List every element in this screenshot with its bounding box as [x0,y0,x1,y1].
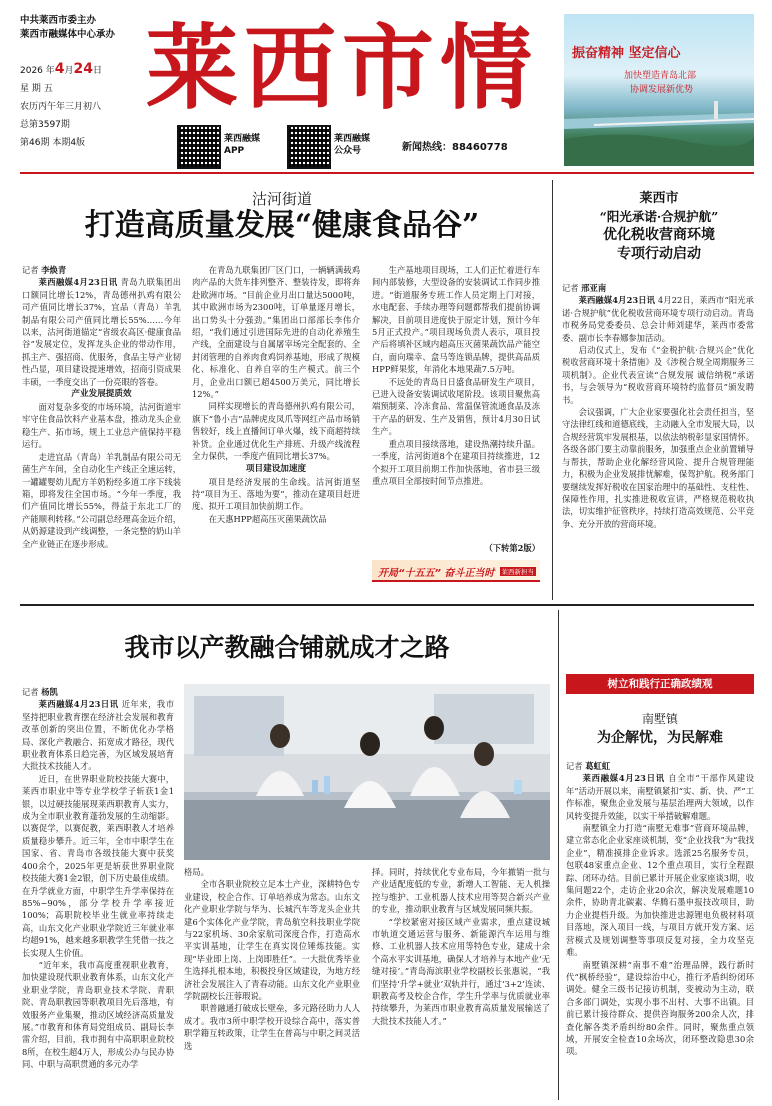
banner-line-1: 加快塑造青岛北部 [624,71,697,81]
second-para: 近日，在世界职业院校技能大赛中，莱西市职业中等专业学校学子斩获1金1银，以过硬技能展现莱西职教育人实力，成为全市职业教育蓬勃发展的生动缩影。以赛促学，以赛促教，莱西职教人才培养质量稳步攀升。近三年，全市中职学生在国家、省、青岛市各级技能大赛中获奖400余个，2025年更是斩获世界职业院校技能大赛1金2银，创下历史最佳成绩。在升学就业方面，中职学生升学率保持在85%~90%，部分学校升学率接近100%；高职院校毕业生就业率持续走高，山东文化产业职业学院近三年就业率均超91%，越来越多职教学生凭借一技之长实现人生价值。 [22,773,174,958]
second-column-2 [184,866,360,1098]
side1-headline: 莱西市 “阳光承诺·合规护航” 优化税收营商环境 专项行动启动 [599,191,719,262]
qr-app-label: 莱西融媒 APP [224,134,261,156]
qr-code-icon [287,125,331,169]
photo-icon [564,99,754,166]
lead-continued: （下转第2版） [484,543,540,553]
issue-info: 第46期 本期4版 [20,138,86,148]
lead-para: 同样实现增长的青岛德州扒鸡有限公司，旗下“鲁小吉”品牌虎皮凤爪等网红产品市场销售较好，线上直播间订单火爆，线下商超持续补货。企业通过优化生产排班、升级产线流程全力保供，一季度产值同比增长37%。 [192,401,360,462]
second-para: 莱西融媒4月23日讯 近年来，我市坚持把职业教育摆在经济社会发展和教育改革创新的突出位置，不断优化办学格局、深化产教融合、拓宽成才路径，现代职业教育体系日趋完善，为区域发展培育大批技术技能人才。 [22,699,174,772]
org-line-1: 中共莱西市委主办 [20,15,97,26]
lead-subhead: 项目建设加速度 [245,463,307,474]
second-column-3 [372,866,550,1098]
second-column-1 [22,686,174,1098]
lead-byline: 记者 李焕青 [22,265,67,275]
lead-column-1 [22,264,181,594]
issue-total: 总第3597期 [20,120,70,130]
masthead-rule [20,172,754,174]
newspaper-title: 莱西市情 [146,14,539,122]
masthead-date: 2026 年4月24日 星 期 五 农历丙午年三月初八 总第3597期 第46期 本期4版 [20,60,150,152]
column-divider [552,180,553,600]
lunar-date: 农历丙午年三月初八 [20,102,102,112]
qr-code-icon [177,125,221,169]
column-tag: 树立和践行正确政绩观 [566,674,754,694]
second-headline: 我市以产教融合铺就成才之路 [124,633,450,662]
lead-column-2 [192,264,360,594]
month-value: 4 [54,61,65,77]
side2-headline: 为企解忧，为民解难 [597,730,723,746]
lead-para: 项目是经济发展的生命线。沽河街道坚持“项目为王、落地为要”，推动在建项目赶进度、拟开工项目加快前期工作。 [192,476,360,512]
photo-icon [184,684,550,860]
side1-para: 启动仪式上，发布《“金税护航·合规兴企”优化税收营商环境十条措施》及《涉税合规全周期服务三项机制》。企业代表宣读“合规发展 诚信纳税”承诺书，与会领导为“税收营商环境特约监督员”颁发聘书。 [562,345,754,405]
side1-body [562,282,754,598]
masthead-org [20,14,140,42]
second-para: “学校紧密对接区域产业需求，重点建设城市轨道交通运营与服务、新能源汽车运用与维修、工业机器人技术应用等特色专业，建成十余个高水平实训基地，确保人才培养与本地产业‘无缝对接’。”青岛海滨职业学校副校长张惠说，“我们坚持‘升学+就业’双轨并行，通过‘3+2’连读、职教高考及校企合作，学生升学率与优质就业率持续攀升，为莱西市职业教育高质量发展输送了大批技术技能人才。” [372,916,550,1026]
lead-para: 在青岛九联集团厂区门口，一辆辆满载鸡肉产品的大货车排列整齐、整装待发，即将奔赴欧洲市场。“目前企业月出口量达5000吨，其中欧洲市场为2300吨，订单量逐月增长，出口势头十分强劲。”集团出口部部长李伟介绍，“我们通过引进国际先进的自动化养殖生产线，全面建设与自属屠宰场完全配套的、全封闭管理的自养肉食鸡饲养基地，形成了规模化、标准化、自养自宰的生产模式。前三个月，企业出口额已超4500万美元，同比增长12%。” [192,265,360,400]
side1-para: 会议强调，广大企业家要强化社会责任担当，坚守法律红线和道德底线，主动融入全市发展大局，以合规经营筑牢发展根基，以依法纳税彰显家国情怀。各级各部门要主动靠前服务，加强重点企业前置辅导与帮扶，帮助企业化解经营风险、提升合规管理能力，积极为企业发展排忧解难，保驾护航。税务部门要继续发挥好税收在国家治理中的基础性、支柱性、保障性作用，扎实推进税收宣讲，严格规范税收执法，切实维护征管秩序，持续打造高效规范、公平竞争、充分开放的营商环境。 [562,407,754,529]
lead-para: 在天惠HPP超高压灭菌果蔬饮品 [208,513,327,524]
masthead-banner [564,14,754,166]
section-rule [20,604,754,606]
lead-para: 莱西融媒4月23日讯 青岛九联集团出口额同比增长12%，青岛德州扒鸡有限公司产值同比增长37%，宜品（青岛）羊乳制品有限公司产值同比增长55%……今年以来，沽河街道锚定“省级农高区·健康食品谷”发展定位，发挥龙头企业的带动作用，抓主产、强招商、优服务，食品主导产业韧性凸显，项目建设提速增效，招商引资成果丰硕，一季度交出了一份亮眼的答卷。 [22,277,181,387]
lead-para: 重点项目接续落地，建设热潮持续升温。一季度，沽河街道8个在建项目持续推进，12个拟开工项目前期工作加快落地，省市县三级重点项目全部按时间节点推进。 [372,438,540,486]
lead-headline: 打造高质量发展“健康食品谷” [84,208,480,243]
second-byline: 记者 杨凯 [22,687,58,697]
side2-kicker: 南墅镇 [641,712,678,726]
org-line-2: 莱西市融媒体中心承办 [20,29,116,40]
news-hotline: 新闻热线：88460778 [402,142,508,153]
side1-byline: 记者 邢亚南 [562,283,607,293]
qr-wechat-label: 莱西融媒 公众号 [334,134,371,156]
lead-subhead: 产业发展提质效 [71,389,132,400]
weekday: 星 期 五 [20,84,53,94]
second-para: 全市各职业院校立足本土产业，深耕特色专业建设，校企合作、订单培养成为常态。山东文化产业职业学院与华为、长城汽车等龙头企业共建6个实体化产业学院，青岛航空科技职业学院与22家机场、30余家航司深度合作，打造高水平实训基地，让学生在真实岗位锤炼技能。实现“毕业即上岗、上岗即胜任”。一大批优秀毕业生选择扎根本地，积极投身区域建设，为地方经济社会发展注入了青春动能。山东文化产业职业学院副校长汪蓉瑕说。 [184,879,360,1002]
lead-para: 面对复杂多变的市场环境，沽河街道牢牢守住食品饮料产业基本盘，推动龙头企业稳生产、拓市场，规上工业总产值保持平稳运行。 [22,402,181,450]
promo-sub: 莱西新担当 [501,568,534,576]
side2-byline: 记者 葛虹虹 [566,761,611,771]
promo-text: 开局“十五五” 奋斗正当时 [378,568,495,579]
side2-para: 莱西融媒4月23日讯 自全市“干部作风建设年”活动开展以来，南墅镇紧扣“实、新、快、严”工作标准，聚焦企业发展与基层治理两大领域，以作风转变提升效能，以实干举措破解难题。 [566,773,754,821]
side2-para: 南墅镇全力打造“南墅无难事”营商环境品牌，建立常态化企业家座谈机制，变“企业找我”为“我找企业”，精准摸排企业诉求。选派25名服务专员，包联48家重点企业、12个重点项目，实行全程跟踪、闭环办结。目前已累计开展企业家座谈3期，收集问题22个，走访企业20余次，解决发展难题10余件，协助青北碳素、华腾石墨申报技改项目，助力企业提档升级。为加快推进忠源锂电负极材料项目落地，深入项目一线，与项目方就开发方案、运营模式及规划调整等事项反复对接，全力攻坚克难。 [566,823,754,958]
second-para: 职普融通打破成长壁垒，多元路径助力人人成才。我市3所中职学校开设综合高中，落实普职学籍互转政策，让学生在普高与中职之间灵活选 [184,1003,360,1051]
side1-para: 莱西融媒4月23日讯 4月22日，莱西市“阳光承诺·合规护航”优化税收营商环境专项行动启动。青岛市税务局党委委员、总会计师刘建华，莱西市委常委、副市长李春娜参加活动。 [562,295,754,343]
column-divider [558,610,559,1100]
second-para: 格局。 [184,867,209,877]
lead-kicker: 沽河街道 [251,190,312,208]
banner-slogan: 振奋精神 坚定信心 [572,46,681,61]
day-value: 24 [73,61,94,77]
banner-line-2: 协调发展新优势 [630,85,694,95]
second-para: 择。同时，持续优化专业布局，今年撤销一批与产业适配度低的专业，新增人工智能、无人机操控与维护、工业机器人技术应用等契合新兴产业的专业，推动职业教育与区域发展同频共振。 [372,867,550,915]
lead-column-3 [372,264,540,540]
lead-para: 不远处的青岛日日盛食品研发生产项目，已进入设备安装调试收尾阶段。该项目聚焦高端预制菜、冷冻食品、常温保管流通食品及冻干产品的研发、生产及销售，预计4月30日试生产。 [372,376,540,437]
side2-body [566,760,754,1098]
second-para: “近年来，我市高度重视职业教育，加快建设现代职业教育体系，山东文化产业职业学院，青岛职业技术学院、青职院、青岛职教园等职教项目先后落地，有效服务产业集聚，推动区域经济高质量发展。”市教育和体育局党组成员、副局长李雷介绍，目前，我市拥有中高职职业院校8所，在校生超4万人，形成公办与民办协同、中职与高职贯通的多元办学 [22,959,174,1070]
lead-para: 走进宜品（青岛）羊乳制品有限公司无菌生产车间，全自动化生产线正全速运转，一罐罐婴幼儿配方羊奶粉经多道工序下线装箱，即将发往全国市场。“今年一季度，我们产值同比增长55%，得益于东北工厂的产能顺利转移。”公司副总经理高金远介绍，从奶源建设到产线调整，一条完整的奶山羊全产业链正在逐步形成。 [22,451,181,549]
promo-banner [372,560,540,582]
lead-para: 生产基地项目现场，工人们正忙着进行车间内部装修，大型设备的安装调试工作同步推进。“街道服务专班工作人员定期上门对接，水电配套、手续办理等问题都帮我们提前协调解决，目前项目进度快于原定计划，预计今年5月正式投产。”项目现场负责人表示，项目投产后将填补区域内超高压灭菌果蔬饮品产能空白，面向瑞幸、盒马等连锁品牌，提供高品质HPP鲜果浆，年消化本地果蔬7.5万吨。 [372,265,540,375]
side2-para: 南墅镇深耕“南事不难”治理品牌，践行新时代“枫桥经验”，建设综治中心，推行矛盾纠纷闭环调处。健全三级书记接访机制，变被动为主动，联合多部门调处，实现小事不出村、大事不出镇。目前已累计接待群众、提供咨询服务200余人次，排查化解各类矛盾纠纷80余件。同时，聚焦重点领域，开展安全检查10余场次，闭环整改隐患30余项。 [566,959,754,1057]
